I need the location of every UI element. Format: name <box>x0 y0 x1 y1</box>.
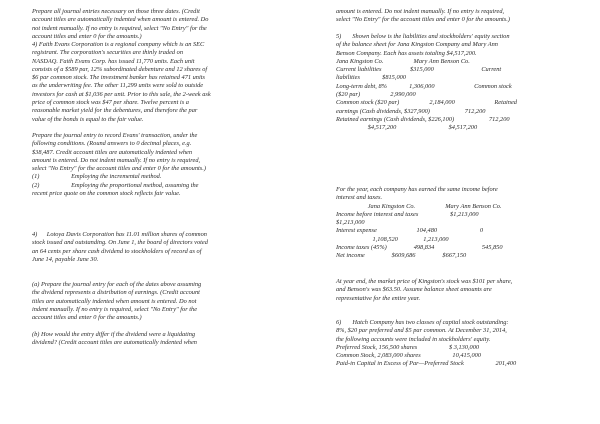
text-line: (2) Employing the proportional method, assuming the <box>32 181 199 189</box>
right-paragraph-5 <box>336 319 578 369</box>
left-paragraph-6 <box>32 331 278 348</box>
text-line: Preferred Stock, 156,500 shares $ 3,130,000 <box>336 343 480 351</box>
text-line: value of the bonds is equal to the fair value. <box>32 115 144 123</box>
text-line: account titles and enter 0 for the amounts.) <box>32 314 142 322</box>
text-line: Interest expense 104,480 0 <box>336 227 484 235</box>
text-line: Net income $609,686 $667,150 <box>336 252 467 260</box>
left-paragraph-5 <box>32 281 278 322</box>
right-paragraph-1 <box>336 8 578 25</box>
text-line: (1) Employing the incremental method. <box>32 173 162 181</box>
right-paragraph-3 <box>336 186 578 261</box>
text-line: $1,213,000 <box>336 219 365 227</box>
text-line: Long-term debt, 8% 1,306,000 Common stock <box>336 82 512 90</box>
text-line: investors for cash at $1,036 per unit. Prior to this sale, the 2-week ask <box>32 90 211 98</box>
text-line: $38,487. Credit account titles are automatically indented when <box>32 148 193 156</box>
text-line: 8%, $20 par preferred and $5 par common. At December 31, 2014, <box>336 327 507 335</box>
text-line: select "No Entry" for the account titles and enter 0 for the amounts.) <box>32 165 206 173</box>
text-line: and Benson's was $63.50. Assume balance sheet amounts are <box>336 286 492 294</box>
text-line: amount is entered. Do not indent manually. If no entry is required, <box>336 8 505 15</box>
text-line: 1,108,520 1,213,000 <box>336 235 449 243</box>
text-line: consists of a $589 par, 12% subordinated debenture and 12 shares of <box>32 65 208 73</box>
text-line: interest and taxes. <box>336 194 383 202</box>
text-line: Income before interest and taxes $1,213,000 <box>336 210 479 218</box>
text-line: Common stock ($20 par) 2,184,000 Retained <box>336 99 517 107</box>
text-line: For the year, each company has earned the same income before <box>336 186 498 193</box>
text-line: June 14, payable June 30. <box>32 255 99 263</box>
text-line: amount is entered. Do not indent manually. If no entry is required, <box>32 156 201 164</box>
text-line: select "No Entry" for the account titles and enter 0 for the amounts.) <box>336 16 510 24</box>
text-line: 4) Lotoya Davis Corporation has 11.01 million shares of common <box>32 231 207 238</box>
text-line: Prepare all journal entries necessary on those three dates. (Credit <box>32 8 200 15</box>
text-line: titles are automatically indented when amount is entered. Do not <box>32 297 197 305</box>
text-line: NASDAQ. Faith Evans Corp. has issued 11,770 units. Each unit <box>32 57 195 65</box>
text-line: recent price quote on the common stock reflects fair value. <box>32 190 181 198</box>
text-line: 5) Shown below is the liabilities and stockholders' equity section <box>336 33 510 40</box>
text-line: Jana Kingston Co. Mary Ann Benson Co. <box>336 202 502 210</box>
text-line: reasonable market yield for the debentures, and therefore the par <box>32 107 198 115</box>
text-line: ($20 par) 2,990,000 <box>336 91 416 99</box>
text-line: 6) Hatch Company has two classes of capital stock outstanding: <box>336 319 509 326</box>
left-paragraph-1 <box>32 8 278 41</box>
text-line: At year end, the market price of Kingston's stock was $101 per share, <box>336 278 513 285</box>
text-line: Paid-in Capital in Excess of Par—Preferred Stock 201,400 <box>336 360 517 368</box>
text-line: Retained earnings (Cash dividends, $226,100) 712,200 <box>336 115 510 123</box>
left-paragraph-4 <box>32 231 278 264</box>
text-line: Common Stock, 2,083,000 shares 10,415,000 <box>336 352 481 360</box>
text-line: representative for the entire year. <box>336 294 421 302</box>
text-line: 4) Faith Evans Corporation is a regional company which is an SEC <box>32 41 205 48</box>
text-line: (a) Prepare the journal entry for each of the dates above assuming <box>32 281 202 288</box>
right-paragraph-2 <box>336 33 578 133</box>
text-line: stock issued and outstanding. On June 1, the board of directors voted <box>32 239 208 247</box>
text-line: account titles and enter 0 for the amounts.) <box>32 32 142 40</box>
text-line: Current liabilities $315,000 Current <box>336 66 502 74</box>
text-line: the following accounts were included in stockholders' equity. <box>336 335 491 343</box>
text-line: $4,517,200 $4,517,200 <box>336 124 478 132</box>
text-line: $6 par common stock. The investment banker has retained 471 units <box>32 74 205 82</box>
text-line: account titles are automatically indented when amount is entered. Do <box>32 16 209 24</box>
text-line: of the balance sheet for Jana Kingston Company and Mary Ann <box>336 41 498 49</box>
text-line: registrant. The corporation's securities are thinly traded on <box>32 49 184 57</box>
text-line: Prepare the journal entry to record Evans' transaction, under the <box>32 132 198 139</box>
left-paragraph-2 <box>32 41 278 124</box>
text-line: as the underwriting fee. The other 11,299 units were sold to outside <box>32 82 204 90</box>
right-paragraph-4 <box>336 278 578 303</box>
text-line: liabilities $815,000 <box>336 74 406 82</box>
text-line: following conditions. (Round answers to 0 decimal places, e.g. <box>32 140 192 148</box>
text-line: Income taxes (45%) 498,834 545,850 <box>336 244 503 252</box>
text-line: indent manually. If no entry is required, select "No Entry" for the <box>32 305 198 313</box>
text-line: dividend? (Credit account titles are automatically indented when <box>32 339 197 347</box>
text-line: Benson Company. Each has assets totaling $4,517,200. <box>336 49 477 57</box>
text-line: the dividend represents a distribution of earnings. (Credit account <box>32 289 200 297</box>
text-line: earnings (Cash dividends, $327,900) 712,200 <box>336 107 486 115</box>
left-paragraph-3 <box>32 132 278 198</box>
text-line: Jana Kingston Co. Mary Ann Benson Co. <box>336 57 470 65</box>
text-line: (b) How would the entry differ if the dividend were a liquidating <box>32 331 196 338</box>
text-line: an 64 cents per share cash dividend to stockholders of record as of <box>32 247 202 255</box>
text-line: not indent manually. If no entry is required, select "No Entry" for the <box>32 24 207 32</box>
text-line: price of common stock was $47 per share. Twelve percent is a <box>32 99 189 107</box>
